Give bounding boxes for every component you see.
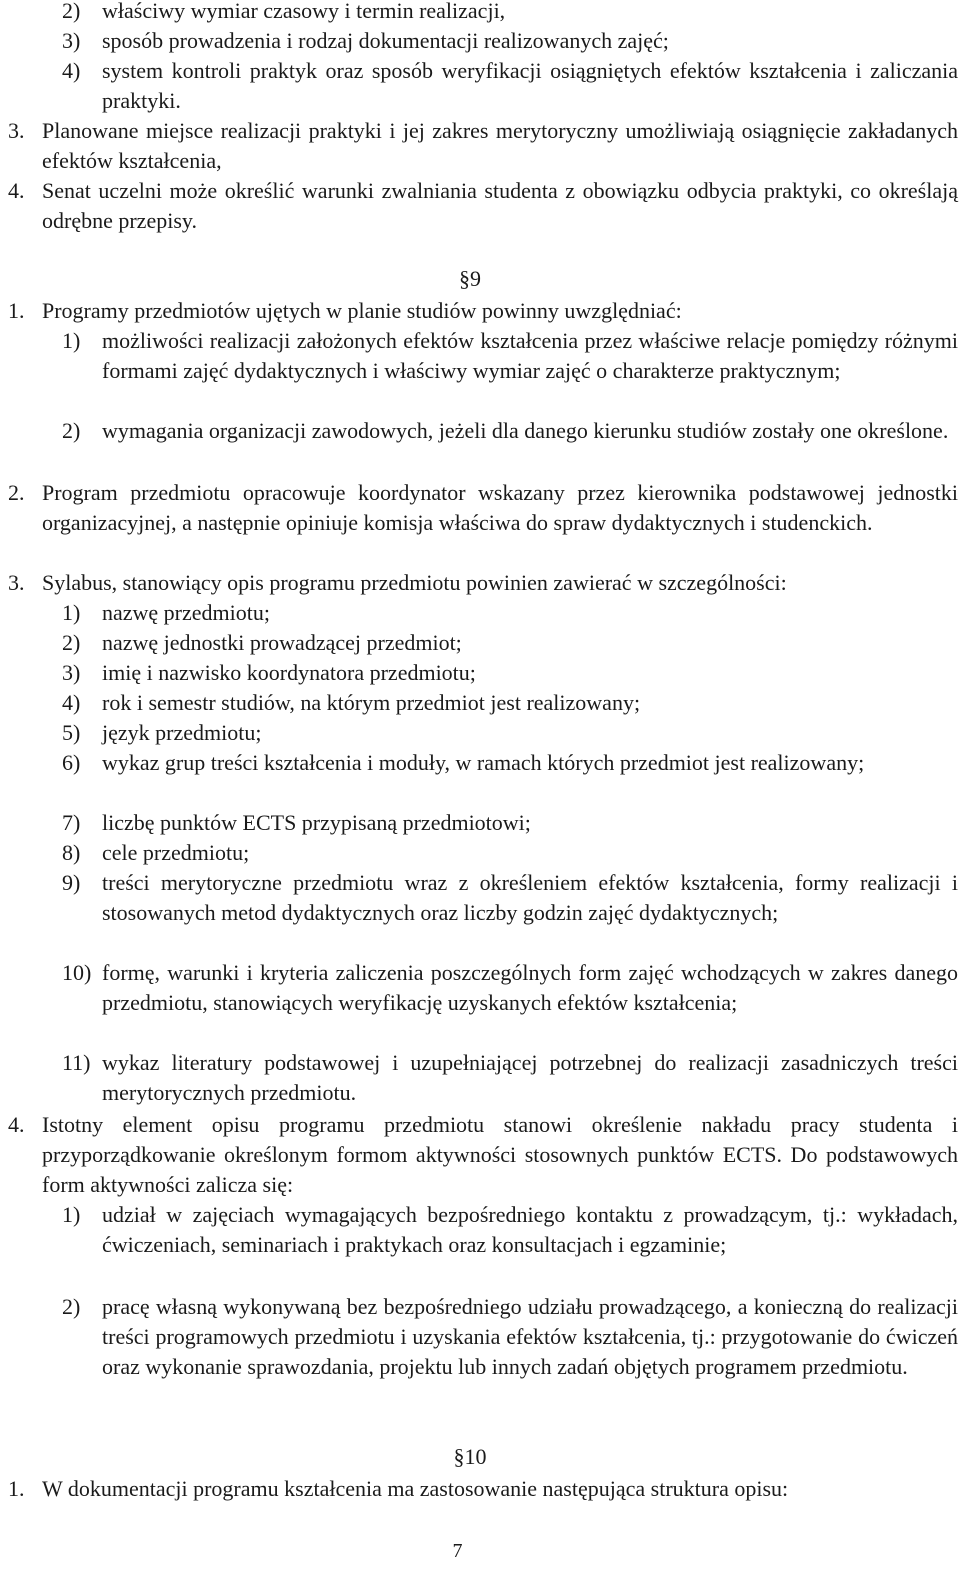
list-item: [62, 688, 958, 718]
list-item: [62, 718, 958, 748]
paragraph-item: [8, 568, 958, 598]
item-text: właściwy wymiar czasowy i termin realizacji,: [102, 0, 506, 23]
item-text: rok i semestr studiów, na którym przedmiot jest realizowany;: [102, 690, 641, 715]
item-number: 9): [62, 870, 81, 895]
section-heading: §10: [453, 1444, 487, 1469]
item-number: 4.: [8, 1112, 25, 1137]
item-text: pracę własną wykonywaną bez bezpośredniego udziału prowadzącego, a konieczną do realizacji treści programowych przedmiotu i uzyskania efektów kształcenia, tj.: przygotowanie do ćwiczeń oraz wykonanie sprawozdania, projektu lub innych zadań objętych programem przedmiotu.: [102, 1294, 958, 1379]
item-text: Istotny element opisu programu przedmiotu stanowi określenie nakładu pracy studenta i przyporządkowanie określonym formom aktywności stosownych punktów ECTS. Do podstawowych form aktywności zalicza się:: [42, 1112, 958, 1197]
list-item: [62, 56, 958, 116]
item-number: 6): [62, 750, 81, 775]
item-number: 3): [62, 660, 81, 685]
item-number: 1.: [8, 298, 25, 323]
paragraph-item: [8, 296, 958, 326]
item-number: 7): [62, 810, 81, 835]
item-number: 1): [62, 600, 81, 625]
item-number: 1): [62, 1202, 81, 1227]
list-item: [62, 868, 958, 928]
item-number: 4.: [8, 178, 25, 203]
item-number: 2): [62, 1294, 81, 1319]
item-text: liczbę punktów ECTS przypisaną przedmiotowi;: [102, 810, 531, 835]
item-text: język przedmiotu;: [102, 720, 262, 745]
page-number: 7: [452, 1540, 463, 1562]
item-number: 2): [62, 418, 81, 443]
item-text: formę, warunki i kryteria zaliczenia poszczególnych form zajęć wchodzących w zakres danego przedmiotu, stanowiących weryfikację uzyskanych efektów kształcenia;: [102, 960, 958, 1015]
list-item: [62, 26, 958, 56]
item-text: sposób prowadzenia i rodzaj dokumentacji realizowanych zajęć;: [102, 28, 669, 53]
item-number: 4): [62, 58, 81, 83]
list-item: [62, 416, 958, 446]
item-number: 2): [62, 630, 81, 655]
item-text: Planowane miejsce realizacji praktyki i jej zakres merytoryczny umożliwiają osiągnięcie zakładanych efektów kształcenia,: [42, 118, 958, 173]
item-text: W dokumentacji programu kształcenia ma zastosowanie następująca struktura opisu:: [42, 1476, 789, 1501]
item-text: imię i nazwisko koordynatora przedmiotu;: [102, 660, 476, 685]
list-item: [62, 598, 958, 628]
list-item: [62, 326, 958, 386]
list-item: [62, 1200, 958, 1260]
item-number: 3.: [8, 118, 25, 143]
item-text: wykaz literatury podstawowej i uzupełniającej potrzebnej do realizacji zasadniczych treści merytorycznych przedmiotu.: [102, 1050, 958, 1105]
list-item: [62, 0, 958, 26]
list-item: [62, 808, 958, 838]
item-number: 2.: [8, 480, 25, 505]
item-number: 11): [62, 1050, 91, 1075]
item-number: 4): [62, 690, 81, 715]
list-item: [62, 958, 958, 1018]
item-number: 1.: [8, 1476, 25, 1501]
item-text: Programy przedmiotów ujętych w planie studiów powinny uwzględniać:: [42, 298, 682, 323]
paragraph-item: [8, 1110, 958, 1200]
item-text: nazwę jednostki prowadzącej przedmiot;: [102, 630, 462, 655]
item-text: cele przedmiotu;: [102, 840, 250, 865]
item-text: Program przedmiotu opracowuje koordynator wskazany przez kierownika podstawowej jednostki organizacyjnej, a następnie opiniuje komisja właściwa do spraw dydaktycznych i studenckich.: [42, 480, 958, 535]
item-number: 3): [62, 28, 81, 53]
item-text: nazwę przedmiotu;: [102, 600, 270, 625]
item-number: 5): [62, 720, 81, 745]
item-number: 8): [62, 840, 81, 865]
item-number: 2): [62, 0, 81, 23]
item-text: wymagania organizacji zawodowych, jeżeli dla danego kierunku studiów zostały one określone.: [102, 418, 949, 443]
list-item: [62, 1292, 958, 1382]
item-number: 10): [62, 960, 92, 985]
paragraph-item: [8, 1474, 958, 1504]
paragraph-item: [8, 116, 958, 176]
item-text: możliwości realizacji założonych efektów kształcenia przez właściwe relacje pomiędzy różnymi formami zajęć dydaktycznych i właściwy wymiar zajęć o charakterze praktycznym;: [102, 328, 958, 383]
paragraph-item: [8, 478, 958, 538]
item-text: system kontroli praktyk oraz sposób weryfikacji osiągniętych efektów kształcenia i zaliczania praktyki.: [102, 58, 958, 113]
list-item: [62, 838, 958, 868]
list-item: [62, 1048, 958, 1108]
item-number: 1): [62, 328, 81, 353]
list-item: [62, 658, 958, 688]
item-text: wykaz grup treści kształcenia i moduły, w ramach których przedmiot jest realizowany;: [102, 750, 865, 775]
item-number: 3.: [8, 570, 25, 595]
section-heading: §9: [459, 266, 481, 291]
list-item: [62, 628, 958, 658]
item-text: Sylabus, stanowiący opis programu przedmiotu powinien zawierać w szczególności:: [42, 570, 787, 595]
item-text: udział w zajęciach wymagających bezpośredniego kontaktu z prowadzącym, tj.: wykładach, ćwiczeniach, seminariach i praktykach oraz konsultacjach i egzaminie;: [102, 1202, 958, 1257]
item-text: treści merytoryczne przedmiotu wraz z określeniem efektów kształcenia, formy realizacji i stosowanych metod dydaktycznych oraz liczby godzin zajęć dydaktycznych;: [102, 870, 958, 925]
list-item: [62, 748, 958, 778]
item-text: Senat uczelni może określić warunki zwalniania studenta z obowiązku odbycia praktyki, co określają odrębne przepisy.: [42, 178, 958, 233]
paragraph-item: [8, 176, 958, 236]
